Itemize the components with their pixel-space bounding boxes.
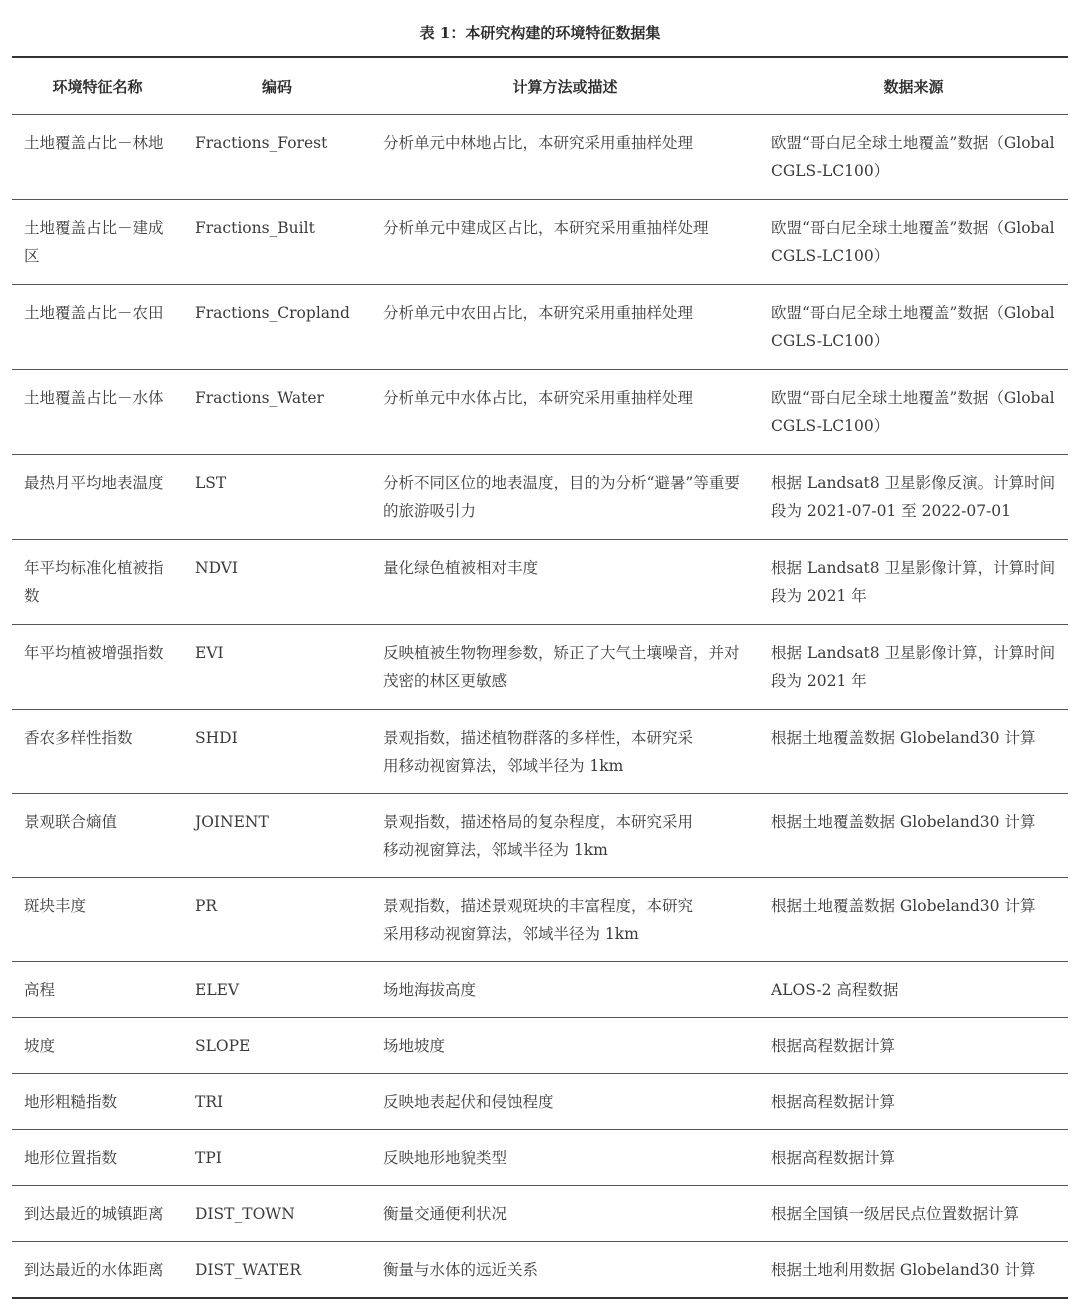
cell-method: 场地坡度: [371, 1018, 759, 1074]
cell-source: 欧盟“哥白尼全球土地覆盖”数据（Global CGLS-LC100）: [759, 370, 1068, 455]
table-row: [12, 1186, 1068, 1242]
cell-method: 景观指数，描述植物群落的多样性，本研究采用移动视窗算法，邻域半径为 1km: [371, 710, 759, 794]
table-row: [12, 370, 1068, 455]
cell-name: 土地覆盖占比－水体: [12, 370, 183, 455]
table-row: [12, 962, 1068, 1018]
cell-code: EVI: [183, 625, 371, 710]
cell-name: 到达最近的水体距离: [24, 1261, 164, 1279]
cell-name: 地形粗糙指数: [12, 1074, 183, 1130]
cell-method: 场地海拔高度: [371, 962, 759, 1018]
cell-method: 景观指数，描述景观斑块的丰富程度，本研究采用移动视窗算法，邻域半径为 1km: [371, 878, 759, 962]
cell-name: 香农多样性指数: [12, 710, 183, 794]
cell-method: 衡量交通便利状况: [371, 1186, 759, 1242]
cell-method: 量化绿色植被相对丰度: [371, 540, 759, 625]
cell-code: ELEV: [183, 962, 371, 1018]
cell-source: 根据高程数据计算: [759, 1074, 1068, 1130]
cell-name: 地形位置指数: [12, 1130, 183, 1186]
table-row: [12, 1074, 1068, 1130]
cell-code: Fractions_Built: [183, 200, 371, 285]
cell-name: 年平均标准化植被指数: [12, 540, 183, 625]
cell-method: 分析不同区位的地表温度，目的为分析“避暑”等重要的旅游吸引力: [371, 455, 759, 540]
header-name: 环境特征名称: [12, 57, 183, 115]
table-row: [12, 710, 1068, 794]
cell-source: 欧盟“哥白尼全球土地覆盖”数据（Global CGLS-LC100）: [759, 285, 1068, 370]
table-row: [12, 455, 1068, 540]
table-row: [12, 878, 1068, 962]
cell-code: JOINENT: [183, 794, 371, 878]
cell-source: 根据 Landsat8 卫星影像反演。计算时间段为 2021-07-01 至 2022-07-01: [759, 455, 1068, 540]
cell-code: TRI: [183, 1074, 371, 1130]
cell-code: Fractions_Forest: [183, 115, 371, 200]
cell-name: 到达最近的城镇距离: [12, 1186, 183, 1242]
table-row: [12, 1242, 1068, 1298]
table-row: [12, 1130, 1068, 1186]
table-row: [12, 1018, 1068, 1074]
table-row: [12, 625, 1068, 710]
table-header-row: [12, 57, 1068, 115]
cell-code: PR: [183, 878, 371, 962]
cell-name: 斑块丰度: [12, 878, 183, 962]
cell-source: 根据高程数据计算: [759, 1018, 1068, 1074]
cell-source: 根据 Landsat8 卫星影像计算，计算时间段为 2021 年: [759, 625, 1068, 710]
cell-source: 根据土地覆盖数据 Globeland30 计算: [759, 794, 1068, 878]
cell-name: 高程: [12, 962, 183, 1018]
cell-source: 根据土地覆盖数据 Globeland30 计算: [759, 878, 1068, 962]
cell-code: Fractions_Cropland: [183, 285, 371, 370]
header-method: 计算方法或描述: [371, 57, 759, 115]
cell-method: 反映地表起伏和侵蚀程度: [371, 1074, 759, 1130]
cell-method: 分析单元中林地占比，本研究采用重抽样处理: [371, 115, 759, 200]
cell-code: NDVI: [183, 540, 371, 625]
cell-method: 反映地形地貌类型: [371, 1130, 759, 1186]
cell-name: 土地覆盖占比－林地: [12, 115, 183, 200]
header-source: 数据来源: [759, 57, 1068, 115]
cell-method: 分析单元中建成区占比，本研究采用重抽样处理: [371, 200, 759, 285]
cell-name: 最热月平均地表温度: [12, 455, 183, 540]
cell-method: 反映植被生物物理参数，矫正了大气土壤噪音，并对茂密的林区更敏感: [371, 625, 759, 710]
cell-source: 欧盟“哥白尼全球土地覆盖”数据（Global CGLS-LC100）: [759, 200, 1068, 285]
table-caption: 表 1：本研究构建的环境特征数据集: [419, 24, 661, 42]
cell-method: 分析单元中水体占比，本研究采用重抽样处理: [371, 370, 759, 455]
table-row: [12, 794, 1068, 878]
cell-code: LST: [183, 455, 371, 540]
cell-source: ALOS-2 高程数据: [759, 962, 1068, 1018]
cell-source: 根据土地利用数据 Globeland30 计算: [771, 1261, 1036, 1279]
table-row: [12, 115, 1068, 200]
cell-code: SLOPE: [183, 1018, 371, 1074]
cell-name: 土地覆盖占比－建成区: [12, 200, 183, 285]
table-row: [12, 540, 1068, 625]
cell-source: 根据土地覆盖数据 Globeland30 计算: [759, 710, 1068, 794]
cell-method: 分析单元中农田占比，本研究采用重抽样处理: [371, 285, 759, 370]
cell-code: SHDI: [183, 710, 371, 794]
cell-code: DIST_WATER: [195, 1261, 302, 1279]
cell-name: 年平均植被增强指数: [12, 625, 183, 710]
cell-code: TPI: [183, 1130, 371, 1186]
table-row: [12, 200, 1068, 285]
cell-code: DIST_TOWN: [183, 1186, 371, 1242]
cell-source: 根据全国镇一级居民点位置数据计算: [759, 1186, 1068, 1242]
cell-name: 坡度: [12, 1018, 183, 1074]
cell-source: 欧盟“哥白尼全球土地覆盖”数据（Global CGLS-LC100）: [759, 115, 1068, 200]
cell-source: 根据高程数据计算: [759, 1130, 1068, 1186]
cell-code: Fractions_Water: [183, 370, 371, 455]
table-row: [12, 285, 1068, 370]
cell-name: 土地覆盖占比－农田: [12, 285, 183, 370]
cell-method: 衡量与水体的远近关系: [383, 1261, 539, 1279]
header-code: 编码: [183, 57, 371, 115]
cell-name: 景观联合熵值: [12, 794, 183, 878]
cell-source: 根据 Landsat8 卫星影像计算，计算时间段为 2021 年: [759, 540, 1068, 625]
environment-feature-table: [12, 56, 1068, 1299]
cell-method: 景观指数，描述格局的复杂程度，本研究采用移动视窗算法，邻域半径为 1km: [371, 794, 759, 878]
